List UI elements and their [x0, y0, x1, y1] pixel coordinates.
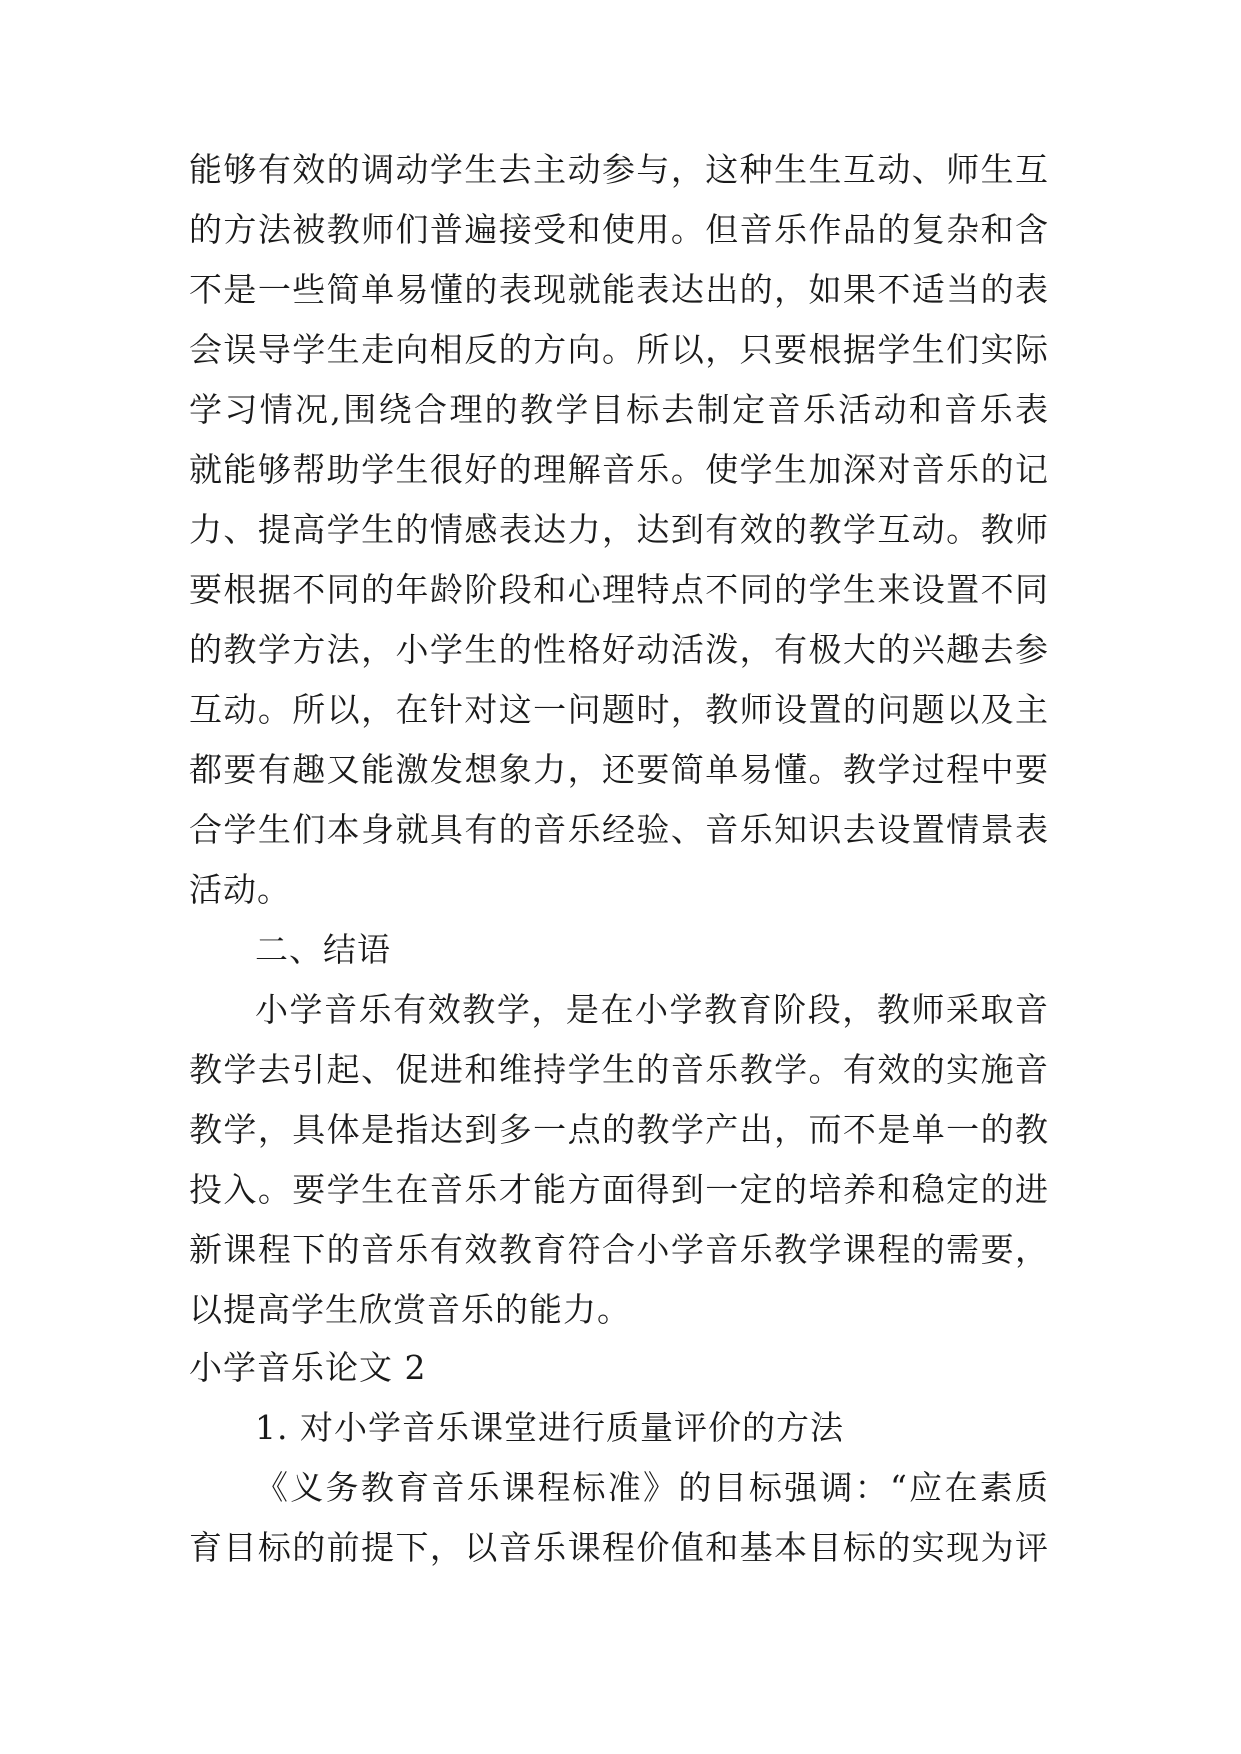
- body-text-line: 以提高学生欣赏音乐的能力。: [189, 1290, 631, 1329]
- body-text-line: 教学去引起、促进和维持学生的音乐教学。有效的实施音: [189, 1050, 1049, 1089]
- body-text-line: 不是一些简单易懂的表现就能表达出的，如果不适当的表: [189, 270, 1049, 309]
- body-text-line: 育目标的前提下，以音乐课程价值和基本目标的实现为评: [189, 1528, 1049, 1567]
- body-text-line: 的教学方法，小学生的性格好动活泼，有极大的兴趣去参: [189, 630, 1049, 669]
- body-text-line: 就能够帮助学生很好的理解音乐。使学生加深对音乐的记: [189, 450, 1049, 489]
- section-heading: 二、结语: [255, 930, 391, 969]
- body-text-line: 教学，具体是指达到多一点的教学产出，而不是单一的教: [189, 1110, 1049, 1149]
- body-text-line: 的方法被教师们普遍接受和使用。但音乐作品的复杂和含: [189, 210, 1049, 249]
- article-title: 小学音乐论文 2: [189, 1348, 427, 1387]
- body-text-line: 活动。: [189, 870, 291, 909]
- body-text-line: 合学生们本身就具有的音乐经验、音乐知识去设置情景表: [189, 810, 1049, 849]
- body-text-line: 会误导学生走向相反的方向。所以，只要根据学生们实际: [189, 330, 1049, 369]
- body-text-line: 新课程下的音乐有效教育符合小学音乐教学课程的需要，: [189, 1230, 1049, 1269]
- body-text-line: 互动。所以，在针对这一问题时，教师设置的问题以及主: [189, 690, 1049, 729]
- body-text-line: 学习情况,围绕合理的教学目标去制定音乐活动和音乐表: [189, 390, 1049, 429]
- body-text-line: 要根据不同的年龄阶段和心理特点不同的学生来设置不同: [189, 570, 1049, 609]
- body-text-line: 《义务教育音乐课程标准》的目标强调：“应在素质: [255, 1468, 1049, 1507]
- body-text-line: 小学音乐有效教学，是在小学教育阶段，教师采取音: [255, 990, 1049, 1029]
- section-heading: 1. 对小学音乐课堂进行质量评价的方法: [255, 1408, 844, 1447]
- body-text-line: 都要有趣又能激发想象力，还要简单易懂。教学过程中要: [189, 750, 1049, 789]
- body-text-line: 投入。要学生在音乐才能方面得到一定的培养和稳定的进: [189, 1170, 1049, 1209]
- body-text-line: 能够有效的调动学生去主动参与，这种生生互动、师生互: [189, 150, 1049, 189]
- body-text-line: 力、提高学生的情感表达力，达到有效的教学互动。教师: [189, 510, 1049, 549]
